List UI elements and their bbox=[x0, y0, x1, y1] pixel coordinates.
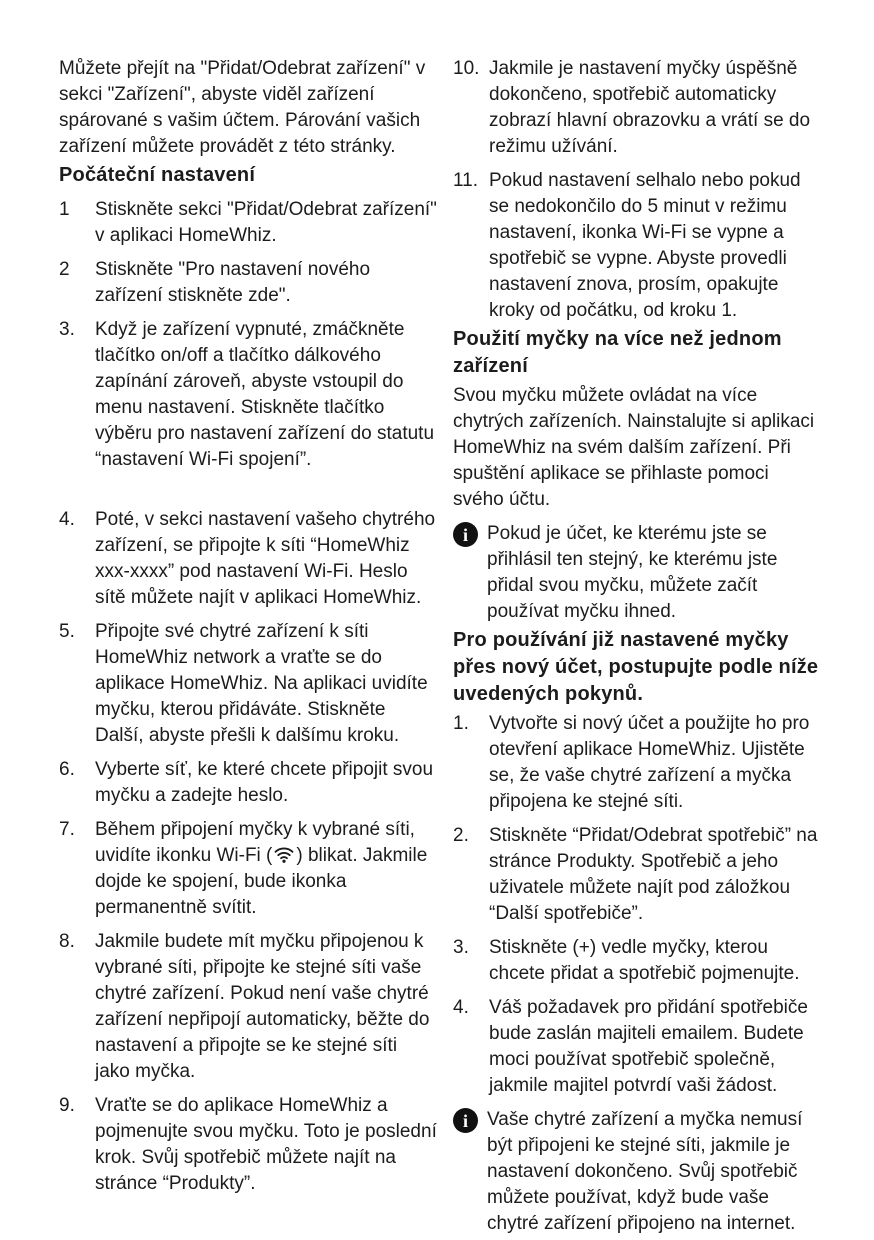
step-text: Jakmile je nastavení myčky úspěšně dokončeno, spotřebič automaticky zobrazí hlavní obrazovku a vrátí se do režimu užívání. bbox=[489, 58, 811, 157]
step-8 bbox=[59, 929, 437, 1085]
info-icon: i bbox=[453, 1108, 478, 1133]
step-text: Poté, v sekci nastavení vašeho chytrého zařízení, se připojte k síti “HomeWhiz xxx-xxxx” pod nastavení Wi-Fi. Heslo sítě můžete najít v aplikaci HomeWhiz. bbox=[95, 509, 436, 608]
note-text: Pokud je účet, ke kterému jste se přihlásil ten stejný, ke kterému jste přidal svou myčku, můžete začít používat myčku ihned. bbox=[487, 523, 778, 622]
step-new-3 bbox=[453, 935, 821, 987]
step-number: 6. bbox=[59, 759, 75, 780]
step-number: 2. bbox=[453, 825, 469, 846]
heading-initial-setup: Počáteční nastavení bbox=[59, 164, 256, 186]
step-text: Jakmile budete mít myčku připojenou k vybrané síti, připojte ke stejné síti vaše chytré zařízení. Pokud není vaše chytré zařízení nepřipojí automaticky, běžte do nastavení a připojte se ke stejné síti jako myčka. bbox=[95, 931, 430, 1082]
info-note-same-account bbox=[453, 521, 821, 625]
step-number: 1 bbox=[59, 199, 70, 220]
info-icon: i bbox=[453, 522, 478, 547]
step-text: Připojte své chytré zařízení k síti HomeWhiz network a vraťte se do aplikace HomeWhiz. Na aplikaci uvidíte myčku, kterou přidáváte. Stiskněte Další, abyste přešli k dalšímu kroku. bbox=[95, 621, 428, 746]
step-text-after-icon: ) blikat. Jakmile dojde ke spojení, bude ikonka permanentně svítit. bbox=[95, 845, 428, 918]
note-text: Vaše chytré zařízení a myčka nemusí být připojeni ke stejné síti, jakmile je nastavení dokončeno. Svůj spotřebič můžete používat, když bude vaše chytré zařízení připojeno na internet. bbox=[487, 1109, 803, 1234]
step-text: Stiskněte (+) vedle myčky, kterou chcete přidat a spotřebič pojmenujte. bbox=[489, 937, 800, 984]
left-column bbox=[59, 56, 437, 1237]
step-number: 1. bbox=[453, 713, 469, 734]
step-number: 2 bbox=[59, 259, 70, 280]
step-new-4 bbox=[453, 995, 821, 1099]
step-1 bbox=[59, 197, 437, 249]
step-10 bbox=[453, 56, 821, 160]
heading-multi-device: Použití myčky na více než jednom zařízení bbox=[453, 328, 782, 377]
step-text: Když je zařízení vypnuté, zmáčkněte tlačítko on/off a tlačítko dálkového zapínání zároveň, abyste vstoupil do menu nastavení. Stiskněte tlačítko výběru pro nastavení zařízení do statutu “nastavení Wi-Fi spojení”. bbox=[95, 319, 435, 470]
step-text-before-icon: Během připojení myčky k vybrané síti, uvidíte ikonku Wi-Fi ( bbox=[95, 819, 415, 866]
step-number: 7. bbox=[59, 819, 75, 840]
step-new-1 bbox=[453, 711, 821, 815]
right-column bbox=[453, 56, 821, 1237]
step-6 bbox=[59, 757, 437, 809]
step-text: Stiskněte "Pro nastavení nového zařízení stiskněte zde". bbox=[95, 259, 371, 306]
step-2 bbox=[59, 257, 437, 309]
heading-new-account: Pro používání již nastavené myčky přes nový účet, postupujte podle níže uvedených pokynů. bbox=[453, 629, 819, 705]
step-4 bbox=[59, 507, 437, 611]
step-number: 8. bbox=[59, 931, 75, 952]
step-11 bbox=[453, 168, 821, 324]
step-text: Vyberte síť, ke které chcete připojit svou myčku a zadejte heslo. bbox=[95, 759, 434, 806]
step-number: 10. bbox=[453, 58, 480, 79]
step-number: 4. bbox=[59, 509, 75, 530]
step-text: Pokud nastavení selhalo nebo pokud se nedokončilo do 5 minut v režimu nastavení, ikonka Wi-Fi se vypne a spotřebič se vypne. Abyste provedli nastavení znova, prosím, opakujte kroky od počátku, od kroku 1. bbox=[489, 170, 801, 321]
step-text bbox=[95, 817, 437, 921]
step-text: Stiskněte sekci "Přidat/Odebrat zařízení" v aplikaci HomeWhiz. bbox=[95, 199, 437, 246]
step-text: Váš požadavek pro přidání spotřebiče bude zaslán majiteli emailem. Budete moci používat spotřebič společně, jakmile majitel potvrdí vaši žádost. bbox=[489, 997, 808, 1096]
wifi-icon bbox=[273, 846, 295, 863]
step-text: Vytvořte si nový účet a použijte ho pro otevření aplikace HomeWhiz. Ujistěte se, že vaše chytré zařízení a myčka připojena ke stejné síti. bbox=[489, 713, 810, 812]
step-5 bbox=[59, 619, 437, 749]
multi-device-paragraph: Svou myčku můžete ovládat na více chytrých zařízeních. Nainstalujte si aplikaci HomeWhiz na svém dalším zařízení. Při spuštění aplikace se přihlaste pomoci svého účtu. bbox=[453, 385, 815, 510]
step-text: Vraťte se do aplikace HomeWhiz a pojmenujte svou myčku. Toto je poslední krok. Svůj spotřebič můžete najít na stránce “Produkty”. bbox=[95, 1095, 437, 1194]
step-text: Stiskněte “Přidat/Odebrat spotřebič” na stránce Produkty. Spotřebič a jeho uživatele můžete najít pod záložkou “Další spotřebiče”. bbox=[489, 825, 818, 924]
step-3 bbox=[59, 317, 437, 473]
step-9 bbox=[59, 1093, 437, 1197]
step-number: 11. bbox=[453, 170, 479, 191]
step-number: 3. bbox=[59, 319, 75, 340]
intro-paragraph: Můžete přejít na "Přidat/Odebrat zařízení" v sekci "Zařízení", abyste viděl zařízení spárované s vašim účtem. Párování vašich zařízení můžete provádět z této stránky. bbox=[59, 58, 426, 157]
step-number: 5. bbox=[59, 621, 75, 642]
step-number: 9. bbox=[59, 1095, 75, 1116]
step-number: 4. bbox=[453, 997, 469, 1018]
step-new-2 bbox=[453, 823, 821, 927]
step-number: 3. bbox=[453, 937, 469, 958]
info-note-internet bbox=[453, 1107, 821, 1237]
step-7 bbox=[59, 817, 437, 921]
